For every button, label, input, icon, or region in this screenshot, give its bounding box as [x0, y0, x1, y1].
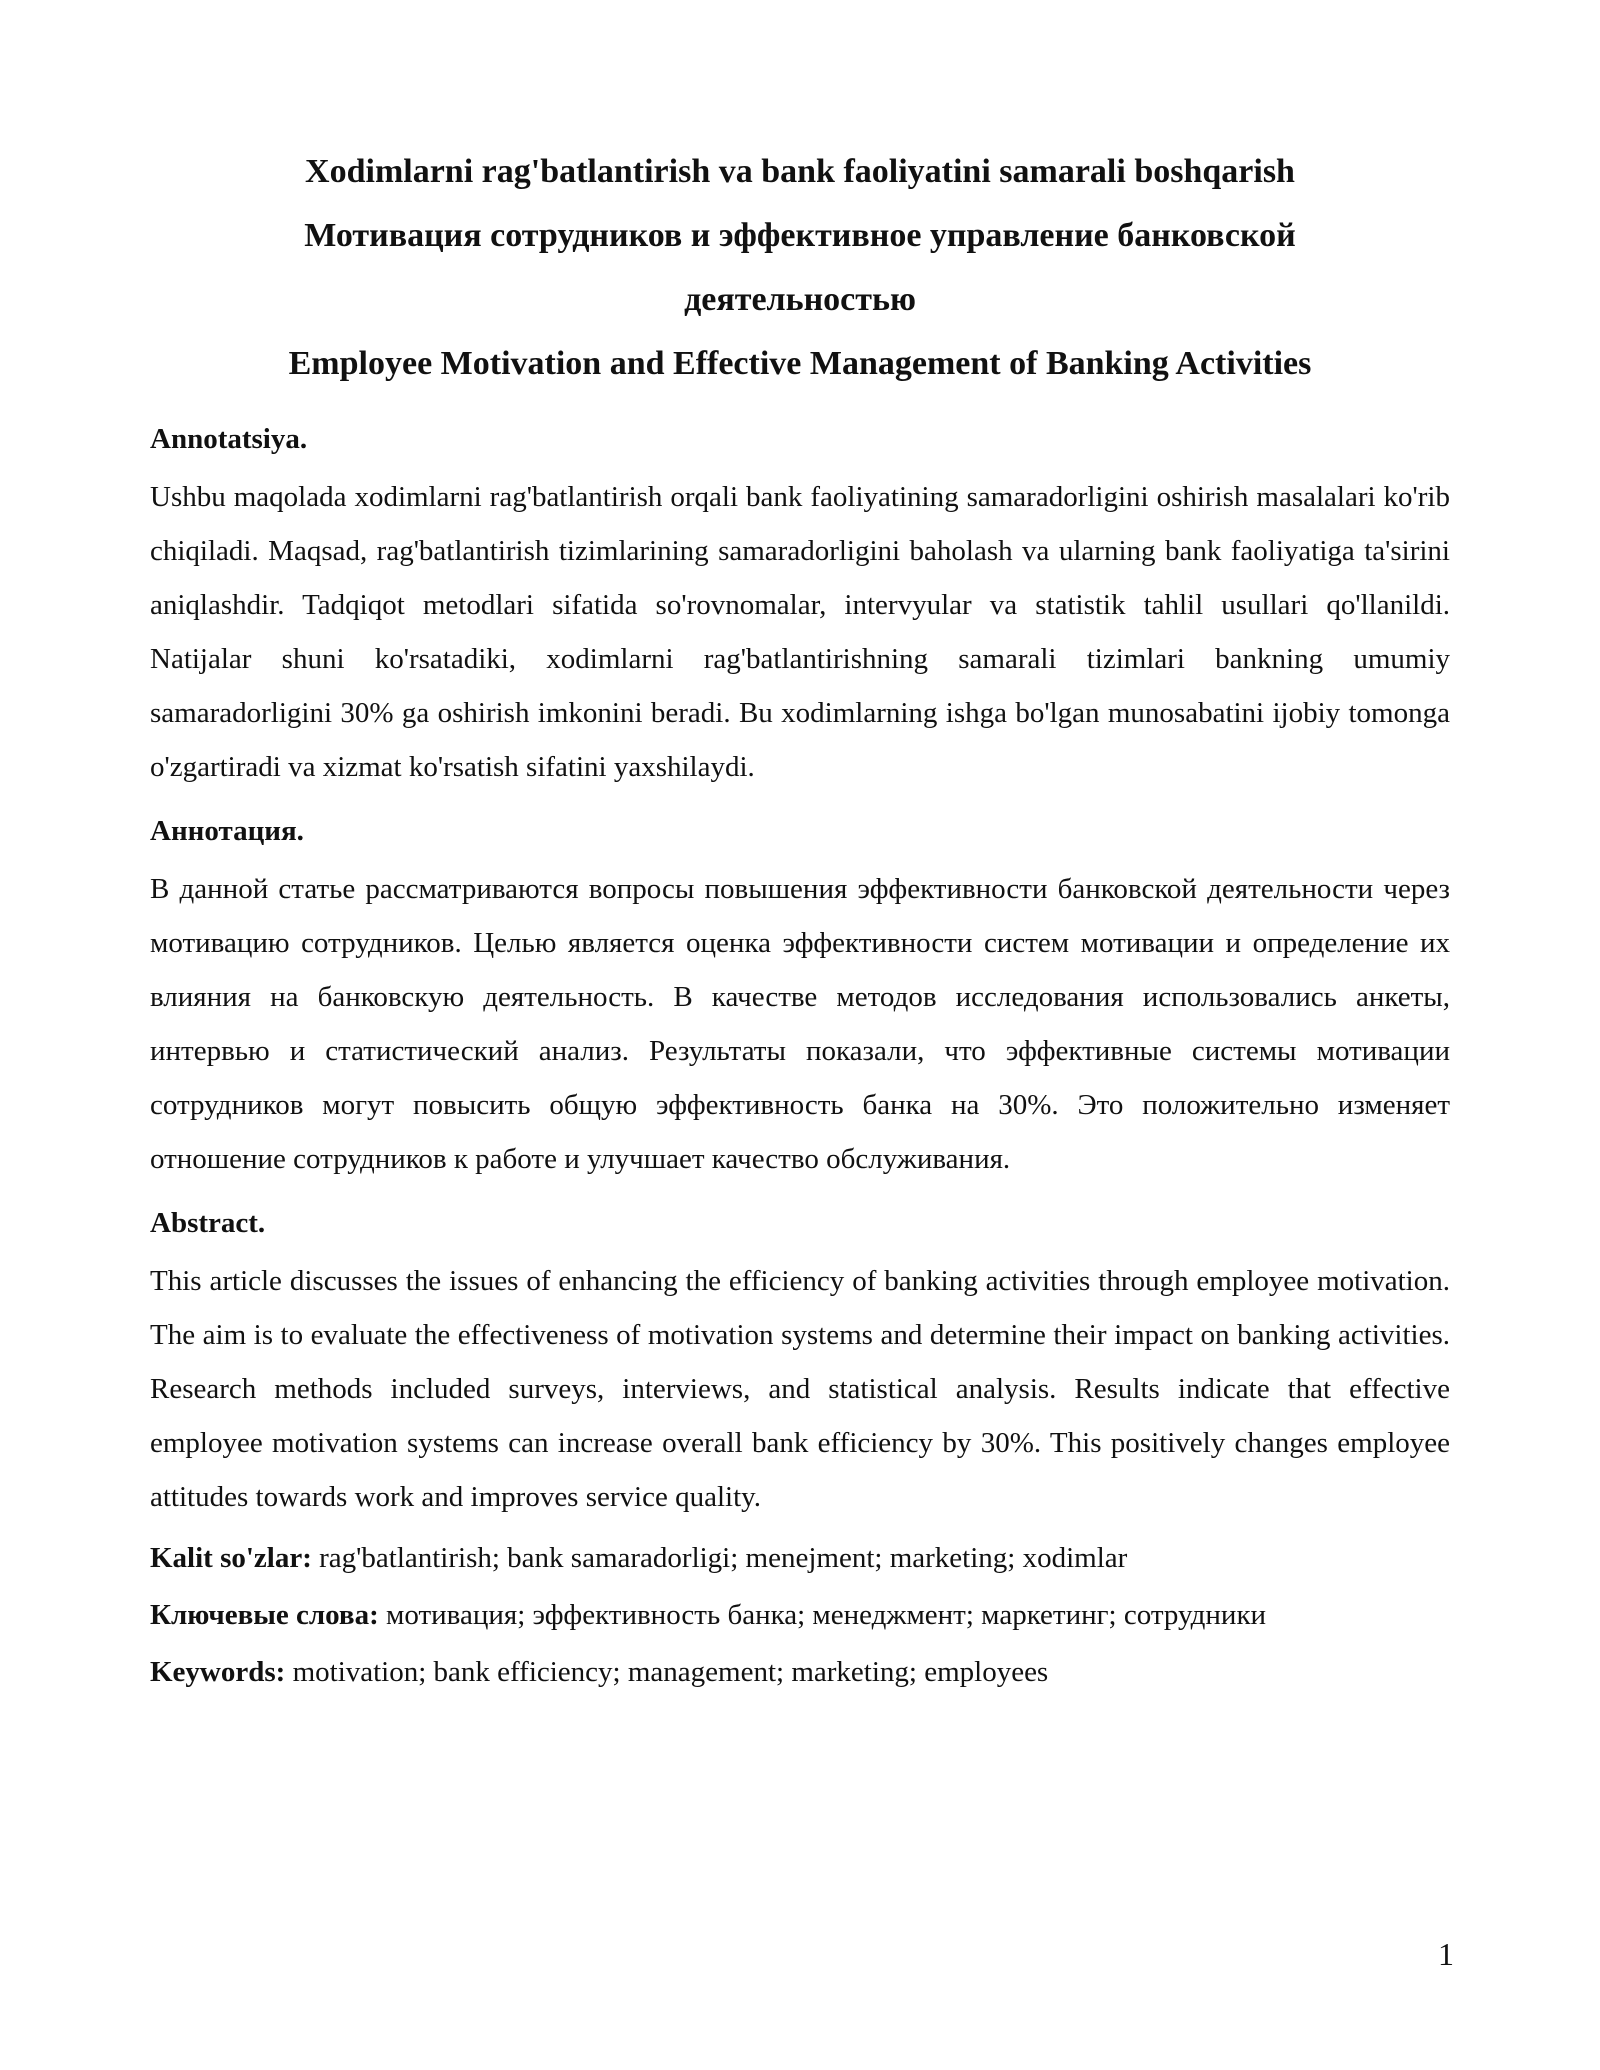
keywords-uz-text: rag'batlantirish; bank samaradorligi; menejment; marketing; xodimlar — [311, 1542, 1128, 1574]
title-english: Employee Motivation and Effective Management of Banking Activities — [288, 345, 1312, 382]
annotation-ru-text: В данной статье рассматриваются вопросы повышения эффективности банковской деятельности через мотивацию сотрудников. Целью является оценка эффективности систем мотивации и определение их влияния на банковскую деятельность. В качестве методов исследования использовались анкеты, интервью и статистический анализ. Результаты показали, что эффективные системы мотивации сотрудников могут повысить общую эффективность банка на 30%. Это положительно изменяет отношение сотрудников к работе и улучшает качество обслуживания. — [150, 873, 1450, 1175]
keywords-ru — [150, 1587, 1450, 1644]
keywords-en-label: Keywords: — [150, 1656, 286, 1688]
title-russian-line-2: деятельностью — [684, 281, 916, 318]
title-russian-line-1: Мотивация сотрудников и эффективное управление банковской — [304, 217, 1296, 254]
page-number: 1 — [1438, 1936, 1454, 1972]
abstract-en-heading: Abstract. — [150, 1207, 266, 1239]
abstract-en-text: This article discusses the issues of enhancing the efficiency of banking activities through employee motivation. The aim is to evaluate the effectiveness of motivation systems and determine their impact on banking activities. Research methods included surveys, interviews, and statistical analysis. Results indicate that effective employee motivation systems can increase overall bank efficiency by 30%. This positively changes employee attitudes towards work and improves service quality. — [150, 1265, 1450, 1513]
title-uzbek: Xodimlarni rag'batlantirish va bank faoliyatini samarali boshqarish — [305, 153, 1295, 190]
keywords-en-text: motivation; bank efficiency; management; marketing; employees — [285, 1656, 1049, 1688]
keywords-ru-text: мотивация; эффективность банка; менеджмент; маркетинг; сотрудники — [378, 1599, 1267, 1631]
annotation-uz-heading: Annotatsiya. — [150, 423, 308, 455]
abstract-content — [150, 408, 1450, 1701]
keywords-en — [150, 1644, 1450, 1701]
title-block — [150, 140, 1450, 396]
annotation-ru-heading: Аннотация. — [150, 815, 304, 847]
annotation-uz-text: Ushbu maqolada xodimlarni rag'batlantirish orqali bank faoliyatining samaradorligini oshirish masalalari ko'rib chiqiladi. Maqsad, rag'batlantirish tizimlarining samaradorligini baholash va ularning bank faoliyatiga ta'sirini aniqlashdir. Tadqiqot metodlari sifatida so'rovnomalar, intervyular va statistik tahlil usullari qo'llanildi. Natijalar shuni ko'rsatadiki, xodimlarni rag'batlantirishning samarali tizimlari bankning umumiy samaradorligini 30% ga oshirish imkonini beradi. Bu xodimlarning ishga bo'lgan munosabatini ijobiy tomonga o'zgartiradi va xizmat ko'rsatish sifatini yaxshilaydi. — [150, 481, 1450, 783]
keywords-ru-label: Ключевые слова: — [150, 1599, 379, 1631]
keywords-uz — [150, 1530, 1450, 1587]
keywords-uz-label: Kalit so'zlar: — [150, 1542, 312, 1574]
